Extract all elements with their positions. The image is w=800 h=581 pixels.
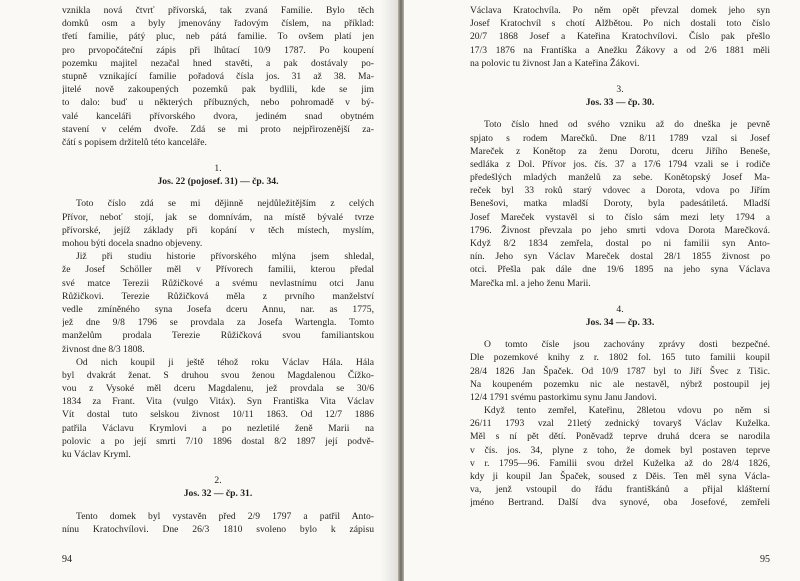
text-line: domků osm a byly jmenovány řadovým číslem, na příklad: [62, 18, 374, 30]
text-line: živnost dne 8/3 1808. [62, 343, 145, 355]
text-line: na polovic tu živnost Jan a Kateřina Žákovi. [470, 57, 640, 69]
text-line: v r. 1795—96. Familii svou držel Kuželka až do 28/4 1826, [470, 457, 770, 469]
text-line: v čís. jos. 34, plyne z toho, že domek byl postaven teprve [470, 444, 770, 456]
text-line: 12/4 1791 svému pastorkimu synu Janu Jandovi. [470, 391, 657, 403]
text-line: Marečka ml. a jeho ženu Marii. [470, 277, 591, 289]
text-line: 1796. Živnost převzala po jeho smrti vdova Dorota Marečková. [470, 224, 770, 236]
text-line: patřila Václavu Krymlovi a po nezletilé ženě Marii na [62, 422, 374, 434]
text-line: stavení v celém dvoře. Zdá se mi proto nejpřirozenější za- [62, 123, 374, 135]
text-line: jméno Bertrand. Další dva synové, oba Josefové, zemřeli [470, 497, 770, 509]
text-line: mohou býti docela snadno objeveny. [62, 238, 203, 249]
text-line: kdy ji koupil Jan Špaček, soused z Děis. Ten měl syna Václa- [470, 471, 770, 482]
text-line: valé kanceláři přívorského dvora, jediném snad obytném [62, 110, 374, 122]
text-line: 28/4 1826 Jan Špaček. Od 10/9 1787 byl to Jiří Švec z Tišic. [470, 365, 770, 377]
text-line: sedláka z Dol. Přívor jos. čís. 37 a 17/6 1794 vzali se i rodiče [470, 158, 770, 170]
text-line: Benešovi, matka mladší Doroty, byla padesátiletá. Mladší [470, 198, 770, 210]
left-page [0, 0, 398, 581]
text-line: Přívor, neboť stojí, jak se domnívám, na místě bývalé tvrze [62, 211, 374, 223]
text-line: va, jenž vstoupil do řádu františkánů a přijal klášterní [470, 484, 770, 496]
text-line: Mareček z Konětop za ženu Dorotu, dceru Jiřího Beneše, [470, 145, 770, 157]
text-line: polovic a po její smrti 7/10 1896 dostal 8/2 1897 její podvě- [62, 435, 374, 447]
text-line: O tomto čísle jsou zachovány zprávy dosti bezpečné. [484, 339, 770, 351]
text-line: Od nich koupil ji ještě téhož roku Václav Hála. Hála [76, 356, 374, 368]
page-number-left: 94 [62, 554, 72, 565]
section-heading: Jos. 32 — čp. 31. [183, 488, 253, 500]
text-line: 17/3 1876 na Františka a Anežku Žákovy a od 2/6 1881 měli [470, 44, 770, 56]
text-line: 26/11 1793 vzal 21letý zednický tovaryš Václav Kuželka. [470, 418, 770, 430]
text-line: nín. Jeho syn Václav Mareček dostal 28/1 1855 živnost po [470, 251, 770, 263]
section-number: 3. [616, 83, 624, 95]
page-shadow-left [380, 0, 398, 581]
text-line: spjato s rodem Marečků. Dne 8/11 1789 vzal si Josef [470, 132, 770, 144]
text-line: čátí s popisem držitelů této kanceláře. [62, 136, 207, 148]
text-line: pro prvopočáteční zápis při lhůtací 10/9 1787. Po koupení [62, 44, 374, 56]
text-line: že Josef Schöller měl v Přívorech familii, kterou předal [62, 264, 374, 276]
text-line: Růžičkovi. Terezie Růžičková měla z prvního manželství [62, 290, 374, 302]
text-line: vznikla nová čtvrť přívorská, tak zvaná Familie. Bylo těch [62, 5, 374, 16]
text-line: předešlých mladých manželů za sebe. Konětopský Josef Ma- [470, 172, 770, 184]
text-line: Již při studiu historie přívorského mlýna jsem shledal, [76, 251, 374, 263]
text-line: Když 8/2 1834 zemřela, dostal po ni familii syn Anto- [470, 238, 770, 249]
text-line: třetí familie, pátý pluc, neb pátá familie. To ovšem platí jen [62, 31, 374, 43]
text-line: Měl s ní pět dětí. Poněvadž teprve druhá dcera se narodila [470, 431, 770, 443]
text-line: Tento domek byl vystavěn před 2/9 1797 a patřil Anto- [76, 510, 374, 522]
text-line: Když tento zemřel, Kateřinu, 28letou vdovu po něm si [484, 405, 770, 417]
text-line: Dle pozemkové knihy z r. 1802 fol. 165 tuto familii koupil [470, 352, 770, 364]
section-number: 2. [214, 475, 222, 487]
section-number: 4. [616, 303, 624, 315]
text-line: Toto číslo hned od svého vzniku až do dneška je pevně [484, 119, 770, 131]
section-number: 1. [214, 163, 222, 175]
text-line: byl dvakrát ženat. S druhou svou ženou Magdalenou Čížko- [62, 369, 374, 381]
text-line: reček byl 33 roků starý vdovec a Dorota, vdova po Jiřím [470, 185, 770, 197]
text-line: Na koupeném pozemku nic ale nestavěl, nýbrž postoupil jej [470, 378, 770, 390]
page-number-right: 95 [760, 554, 770, 565]
left-page-text [62, 4, 374, 536]
text-line: stupně vznikající familie pořadová čísla jos. 31 až 38. Ma- [62, 70, 374, 82]
text-line: své matce Terezii Růžičkové a svému nevlastnímu otci Janu [62, 277, 374, 289]
text-line: přívorské, jejíž základy při kopání v těch místech, myslím, [62, 224, 374, 236]
right-page [404, 0, 800, 581]
text-line: Toto číslo zdá se mi dějinně nejdůležitějším z celých [76, 198, 374, 210]
text-line: jitelé nově zakoupených pozemků pak bydlili, kde se jim [62, 84, 374, 96]
text-line: otci. Přešla pak dále dne 19/6 1895 na jeho syna Václava [470, 264, 770, 276]
section-heading: Jos. 33 — čp. 30. [585, 97, 655, 109]
text-line: 20/7 1868 Josef a Kateřina Kratochvílovi. Číslo pak přešlo [470, 31, 770, 43]
section-heading: Jos. 34 — čp. 33. [585, 316, 655, 328]
text-line: 1834 za Frant. Vita (vulgo Vitáx). Syn Františka Vita Václav [62, 396, 374, 408]
text-line: nínu Kratochvílovi. Dne 26/3 1810 svoleno bylo k zápisu [62, 523, 374, 535]
text-line: Josef Kratochvíl s chotí Alžbětou. Po nich dostali toto číslo [470, 18, 770, 30]
text-line: pozemku majitel nezačal hned stavěti, a pak dostávaly po- [62, 57, 374, 69]
text-line: jež dne 9/8 1796 se provdala za Josefa Wartengla. Tomto [62, 317, 374, 329]
text-line: manželům prodala Terezie Růžičková svou familiantskou [62, 330, 374, 342]
text-line: to dalo: buď u některých příbuzných, nebo pohromadě v bý- [62, 97, 374, 109]
text-line: Vít dostal tuto selskou živnost 10/11 1863. Od 12/7 1886 [62, 409, 374, 421]
right-page-text [470, 4, 770, 510]
text-line: Václava Kratochvíla. Po něm opět převzal domek jeho syn [470, 5, 770, 16]
section-heading: Jos. 22 (pojosef. 31) — čp. 34. [157, 176, 279, 188]
text-line: ku Václav Kryml. [62, 449, 131, 460]
text-line: vedle zmíněného syna Josefa dceru Annu, nar. as 1775, [62, 303, 374, 315]
text-line: vou z Vysoké měl dceru Magdalenu, jež provdala se 30/6 [62, 383, 374, 395]
text-line: Josef Mareček vystavěl si to číslo sám mezi lety 1794 a [470, 211, 770, 223]
